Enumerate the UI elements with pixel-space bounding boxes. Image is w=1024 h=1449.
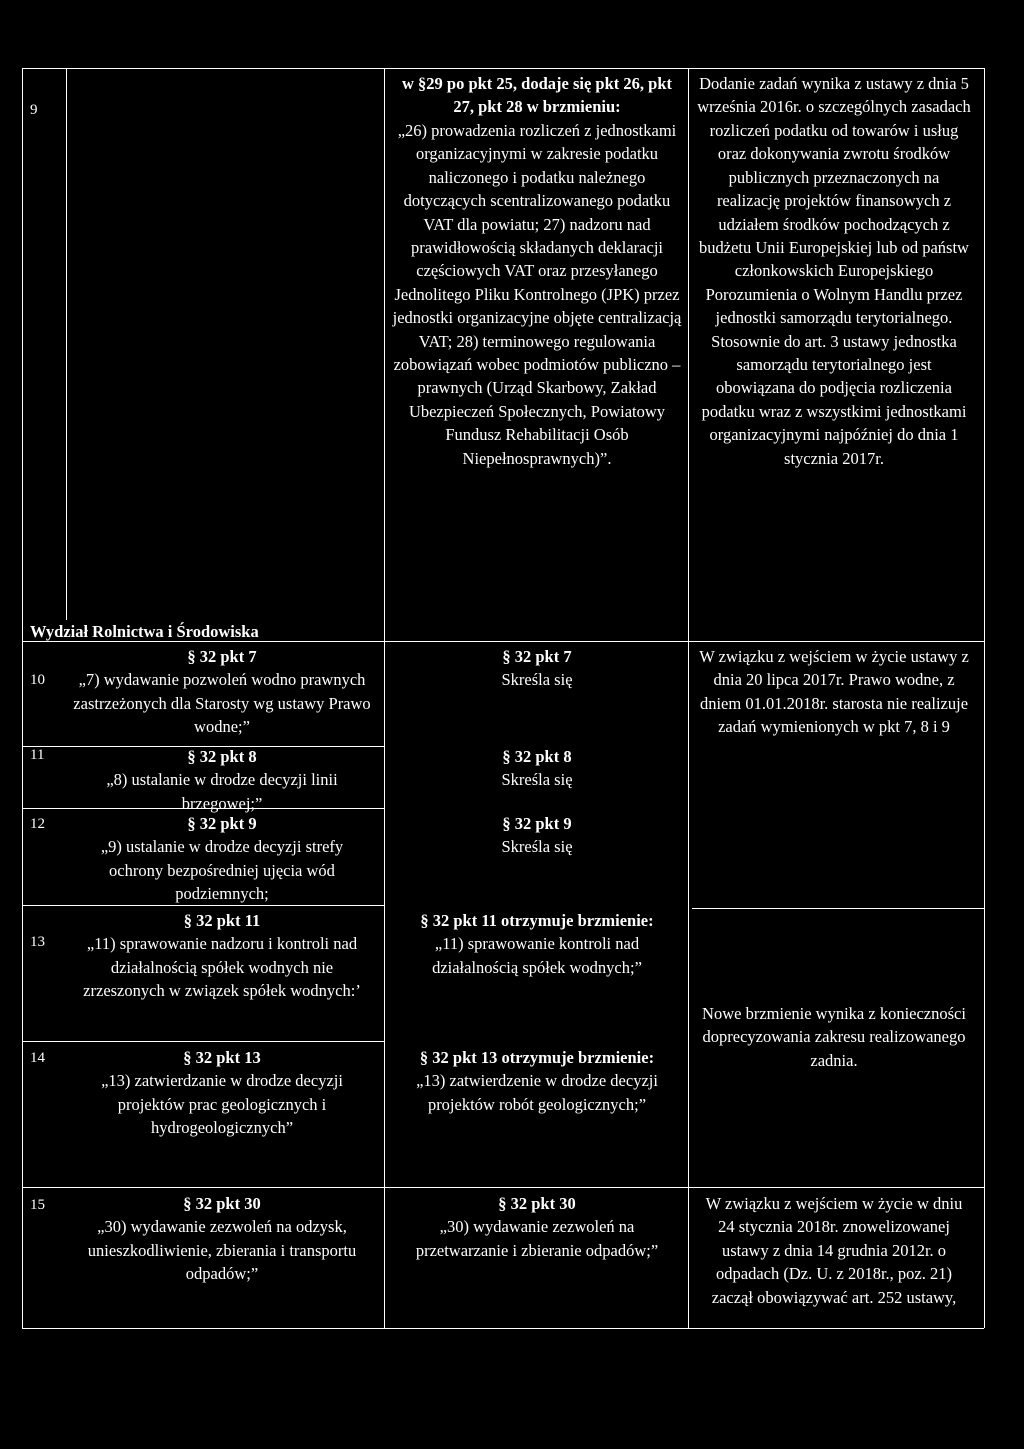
table-rule — [66, 68, 67, 620]
justification-text: W związku z wejściem w życie w dniu 24 stycznia 2018r. znowelizowanej ustawy z dnia 14 grudnia 2012r. o odpadach (Dz. U. z 2018r., poz. 21) zaczął obowiązywać art. 252 ustawy, — [705, 1194, 963, 1307]
new-provision — [392, 1192, 682, 1262]
row-number: 14 — [30, 1050, 45, 1066]
provision-heading: § 32 pkt 8 — [187, 747, 257, 766]
current-provision — [72, 645, 372, 739]
row-number: 13 — [30, 934, 45, 950]
provision-heading: § 32 pkt 11 otrzymuje brzmienie: — [420, 911, 654, 930]
current-provision — [72, 1192, 372, 1286]
provision-body: „7) wydawanie pozwoleń wodno prawnych zastrzeżonych dla Starosty wg ustawy Prawo wodne;” — [73, 670, 371, 737]
provision-body: „8) ustalanie w drodze decyzji linii brzegowej;” — [106, 770, 338, 813]
new-provision — [392, 909, 682, 979]
row-number: 11 — [30, 747, 45, 763]
provision-body: „30) wydawanie zezwoleń na odzysk, unieszkodliwienie, zbierania i transportu odpadów;” — [87, 1217, 357, 1284]
provision-body: „11) sprawowanie nadzoru i kontroli nad działalnością spółek wodnych nie zrzeszonych w związek spółek wodnych:’ — [83, 934, 361, 1001]
justification-text: Dodanie zadań wynika z ustawy z dnia 5 września 2016r. o szczególnych zasadach rozliczeń podatku od towarów i usług oraz dokonywania zwrotu środków publicznych przeznaczonych na realizację projektów finansowych z udziałem środków pochodzących z budżetu Unii Europejskiej lub od państw członkowskich Europejskiego Porozumienia o Wolnym Handlu przez jednostki samorządu terytorialnego. Stosownie do art. 3 ustawy jednostka samorządu terytorialnego jest obowiązana do podjęcia rozliczenia podatku wraz z wszystkimi jednostkami organizacyjnymi najpóźniej do dnia 1 stycznia 2017r. — [697, 74, 971, 468]
provision-body: „30) wydawanie zezwoleń na przetwarzanie i zbieranie odpadów;” — [415, 1217, 659, 1260]
provision-heading: § 32 pkt 8 — [502, 747, 572, 766]
amendment-text — [392, 72, 682, 470]
amendment-heading: w §29 po pkt 25, dodaje się pkt 26, pkt 27, pkt 28 w brzmieniu: — [401, 74, 672, 117]
provision-heading: § 32 pkt 30 — [498, 1194, 576, 1213]
table-rule — [22, 1187, 984, 1188]
new-provision — [392, 745, 682, 792]
justification-text: W związku z wejściem w życie ustawy z dnia 20 lipca 2017r. Prawo wodne, z dniem 01.01.2018r. starosta nie realizuje zadań wymienionych w pkt 7, 8 i 9 — [699, 647, 969, 737]
table-rule — [22, 1328, 984, 1329]
provision-heading: § 32 pkt 13 — [183, 1048, 261, 1067]
provision-heading: § 32 pkt 9 — [187, 814, 257, 833]
amendment-body: „26) prowadzenia rozliczeń z jednostkami organizacyjnymi w zakresie podatku naliczonego i podatku należnego dotyczących scentralizowanego podatku VAT dla powiatu; 27) nadzoru nad prawidłowością składanych deklaracji częściowych VAT oraz przesyłanego Jednolitego Pliku Kontrolnego (JPK) przez jednostki organizacyjne objęte centralizacją VAT; 28) terminowego regulowania zobowiązań wobec podmiotów publiczno – prawnych (Urząd Skarbowy, Zakład Ubezpieczeń Społecznych, Powiatowy Fundusz Rehabilitacji Osób Niepełnosprawnych)”. — [392, 120, 682, 468]
provision-heading: § 32 pkt 9 — [502, 814, 572, 833]
row-number: 15 — [30, 1197, 45, 1213]
provision-heading: § 32 pkt 7 — [187, 647, 257, 666]
provision-heading: § 32 pkt 7 — [502, 647, 572, 666]
current-provision — [72, 812, 372, 906]
provision-body: Skreśla się — [501, 837, 573, 857]
row-number: 12 — [30, 816, 45, 832]
provision-body: „9) ustalanie w drodze decyzji strefy ochrony bezpośredniej ujęcia wód podziemnych; — [100, 837, 344, 904]
current-provision — [72, 909, 372, 1003]
provision-heading: § 32 pkt 11 — [183, 911, 261, 930]
new-provision — [392, 645, 682, 692]
provision-body: Skreśla się — [501, 770, 573, 790]
row-number: 10 — [30, 672, 45, 688]
table-rule — [984, 68, 985, 1328]
current-provision — [72, 1046, 372, 1140]
new-provision — [392, 812, 682, 859]
provision-heading: § 32 pkt 30 — [183, 1194, 261, 1213]
row-number: 9 — [30, 102, 38, 118]
provision-body: „13) zatwierdzenie w drodze decyzji projektów robót geologicznych;” — [416, 1071, 658, 1114]
section-title: Wydział Rolnictwa i Środowiska — [30, 622, 259, 641]
table-rule — [692, 908, 984, 909]
justification-text: Nowe brzmienie wynika z konieczności doprecyzowania zakresu realizowanego zadnia. — [702, 1004, 966, 1070]
table-rule — [22, 68, 23, 1328]
table-rule — [22, 68, 984, 69]
table-rule — [688, 68, 689, 1328]
provision-body: „13) zatwierdzanie w drodze decyzji projektów prac geologicznych i hydrogeologicznych” — [101, 1071, 343, 1138]
provision-body: „11) sprawowanie kontroli nad działalnością spółek wodnych;” — [432, 934, 642, 977]
provision-heading: § 32 pkt 13 otrzymuje brzmienie: — [419, 1048, 655, 1067]
current-provision — [72, 745, 372, 815]
table-rule — [22, 1041, 384, 1042]
new-provision — [392, 1046, 682, 1116]
table-rule — [384, 68, 385, 1328]
provision-body: Skreśla się — [501, 670, 573, 690]
